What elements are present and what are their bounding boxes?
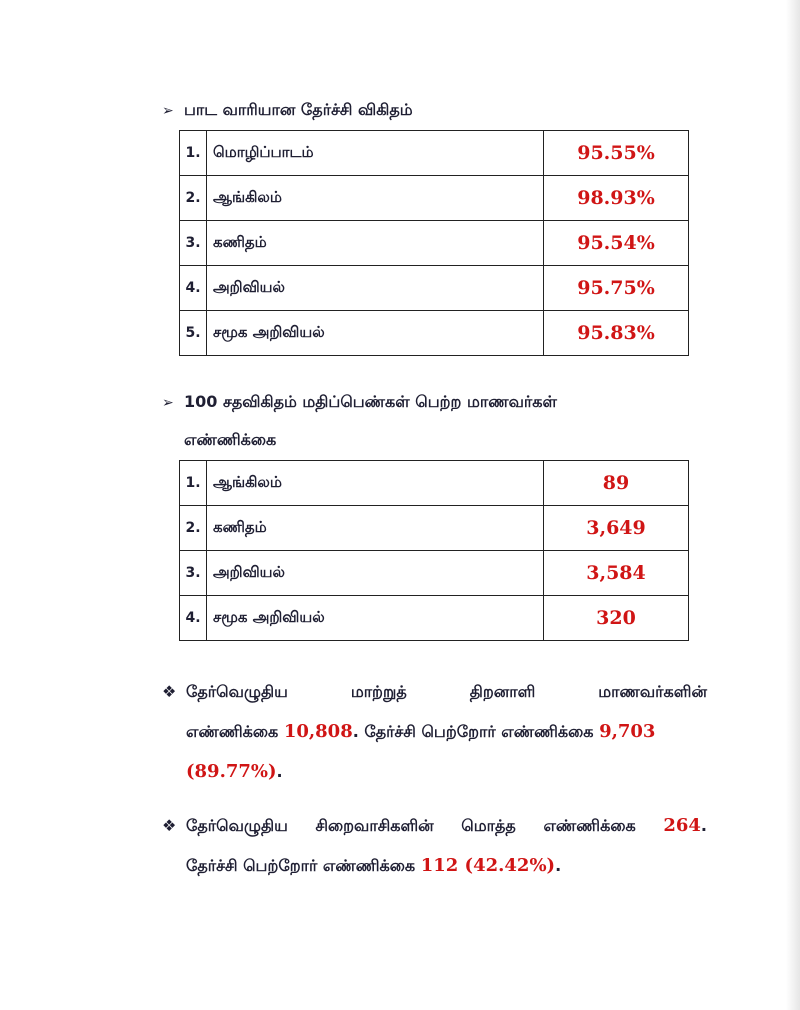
- section1-heading: [162, 100, 413, 121]
- subject-pass-rate-table: [179, 130, 689, 356]
- para2-word4: எண்ணிக்கை: [543, 816, 636, 835]
- table-row: [180, 461, 689, 506]
- pass-rate-value: 95.75%: [544, 266, 689, 311]
- row-number: 3.: [180, 551, 207, 596]
- row-number: 3.: [180, 221, 207, 266]
- para1-word1: தேர்வெழுதிய: [186, 682, 288, 701]
- para1-word4: மாணவர்களின்: [598, 682, 707, 701]
- row-number: 1.: [180, 131, 207, 176]
- para1-text-b: . தேர்ச்சி பெற்றோர் எண்ணிக்கை: [352, 722, 600, 741]
- arrow-bullet-icon: ➢: [162, 103, 174, 119]
- para2-word2: சிறைவாசிகளின்: [315, 816, 434, 835]
- subject-name: மொழிப்பாடம்: [207, 131, 544, 176]
- centum-count-table: [179, 460, 689, 641]
- prisoner-exam-takers-count: 264: [663, 815, 701, 836]
- centum-count-value: 320: [544, 596, 689, 641]
- diamond-bullet-icon: ❖: [162, 682, 177, 701]
- row-number: 2.: [180, 506, 207, 551]
- diamond-bullet-icon: ❖: [162, 816, 177, 835]
- subject-name: ஆங்கிலம்: [207, 461, 544, 506]
- pass-rate-value: 95.83%: [544, 311, 689, 356]
- pass-rate-value: 95.55%: [544, 131, 689, 176]
- exam-takers-count: 10,808: [283, 721, 353, 742]
- section1-title: பாட வாரியான தேர்ச்சி விகிதம்: [184, 100, 413, 119]
- para2-text-a: தேர்ச்சி பெற்றோர் எண்ணிக்கை: [186, 856, 421, 875]
- para2-period2: .: [555, 856, 562, 875]
- section2-title-line1: 100 சதவிகிதம் மதிப்பெண்கள் பெற்ற மாணவர்கள்: [184, 392, 557, 411]
- para2-period1: .: [700, 816, 707, 835]
- centum-count-value: 3,584: [544, 551, 689, 596]
- section2-heading-line2: [184, 430, 276, 450]
- table-row: [180, 221, 689, 266]
- row-number: 1.: [180, 461, 207, 506]
- section2-heading: [162, 392, 557, 413]
- pass-rate-value: 98.93%: [544, 176, 689, 221]
- pass-rate-value: 95.54%: [544, 221, 689, 266]
- para1-period: .: [276, 762, 283, 781]
- para1-text-a: எண்ணிக்கை: [186, 722, 284, 741]
- subject-name: சமூக அறிவியல்: [207, 311, 544, 356]
- passed-count: 9,703: [599, 721, 656, 742]
- subject-name: ஆங்கிலம்: [207, 176, 544, 221]
- table-row: [180, 131, 689, 176]
- table-row: [180, 266, 689, 311]
- prisoner-passed-count: 112 (42.42%): [420, 855, 556, 876]
- table-row: [180, 311, 689, 356]
- table-row: [180, 596, 689, 641]
- row-number: 4.: [180, 266, 207, 311]
- pass-percentage: (89.77%): [186, 761, 277, 782]
- table-row: [180, 176, 689, 221]
- subject-name: கணிதம்: [207, 506, 544, 551]
- subject-name: கணிதம்: [207, 221, 544, 266]
- row-number: 5.: [180, 311, 207, 356]
- arrow-bullet-icon: ➢: [162, 395, 174, 411]
- table-row: [180, 506, 689, 551]
- page-edge-shadow: [786, 0, 800, 1010]
- para2-word1: தேர்வெழுதிய: [186, 816, 288, 835]
- section2-title-line2: எண்ணிக்கை: [184, 430, 277, 449]
- para2-word3: மொத்த: [461, 816, 516, 835]
- subject-name: அறிவியல்: [207, 551, 544, 596]
- subject-name: சமூக அறிவியல்: [207, 596, 544, 641]
- para1-word2: மாற்றுத்: [350, 682, 407, 701]
- para1-word3: திறனாளி: [469, 682, 536, 701]
- row-number: 2.: [180, 176, 207, 221]
- centum-count-value: 3,649: [544, 506, 689, 551]
- differently-abled-paragraph: [162, 672, 707, 792]
- table-row: [180, 551, 689, 596]
- prisoners-paragraph: [162, 806, 707, 886]
- subject-name: அறிவியல்: [207, 266, 544, 311]
- row-number: 4.: [180, 596, 207, 641]
- centum-count-value: 89: [544, 461, 689, 506]
